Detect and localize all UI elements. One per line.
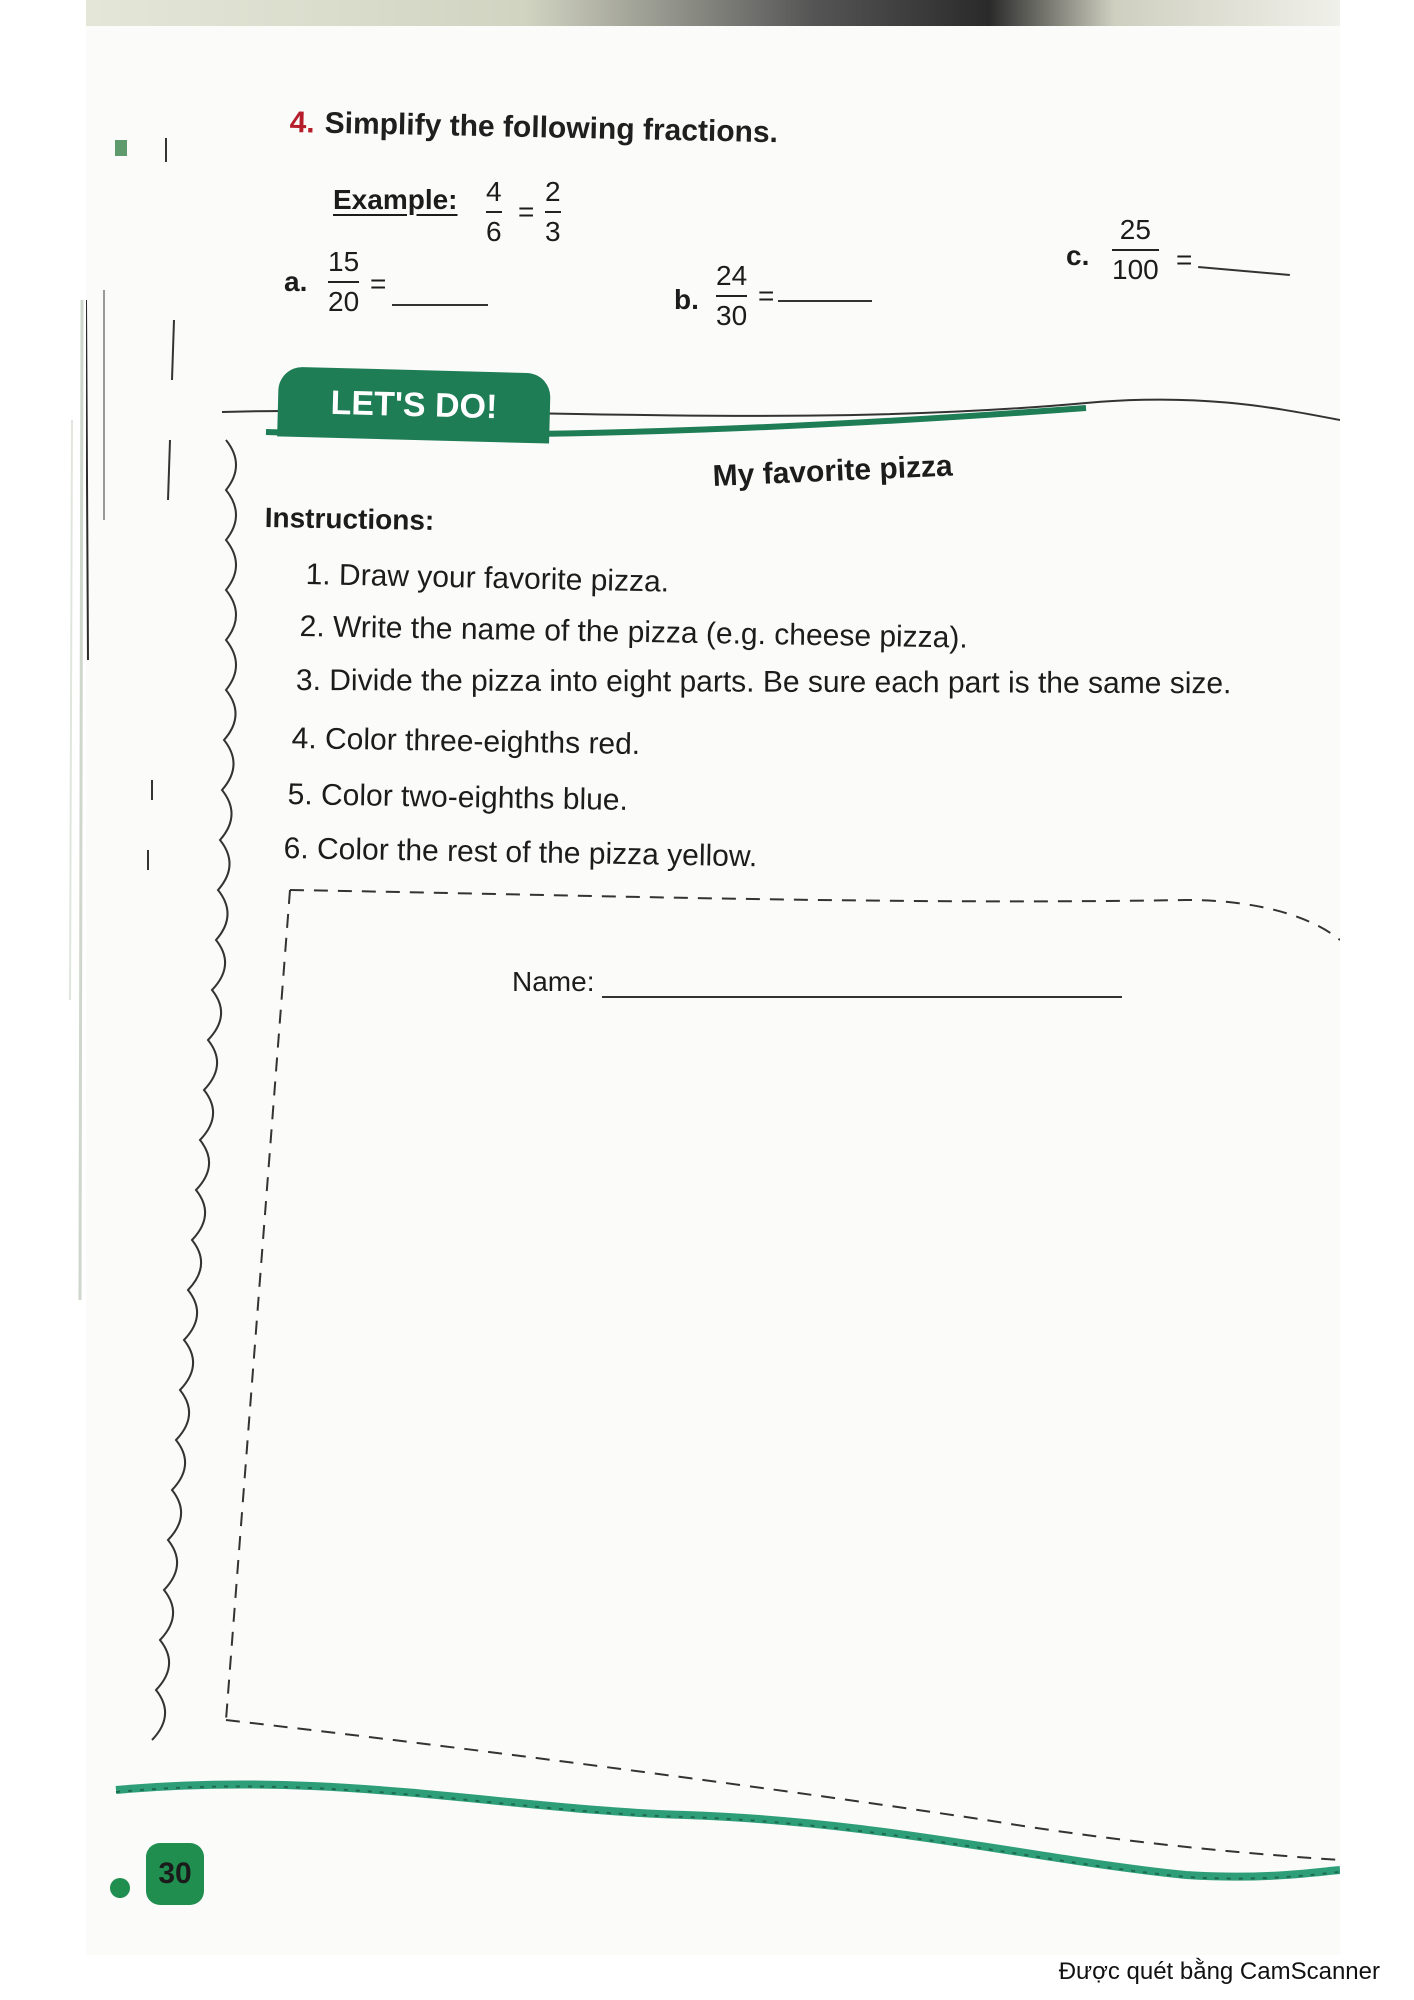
item-a-label: a. — [284, 266, 308, 297]
worksheet-page — [86, 0, 1340, 1955]
item-b-fraction — [716, 260, 747, 332]
item-c-equals: = — [1176, 244, 1193, 275]
name-label: Name: — [512, 966, 595, 997]
name-input-line[interactable] — [602, 996, 1122, 998]
numerator: 15 — [328, 246, 360, 277]
item-a-equals: = — [370, 268, 387, 299]
question-number: 4. — [289, 106, 316, 140]
scanner-watermark: Được quét bằng CamScanner — [1058, 1958, 1380, 1985]
page-number: 30 — [146, 1843, 204, 1905]
item-b-answer-blank[interactable] — [778, 300, 872, 302]
denominator: 3 — [545, 216, 561, 248]
denominator: 100 — [1112, 254, 1159, 286]
denominator: 20 — [328, 286, 360, 318]
activity-title: My favorite pizza — [712, 449, 954, 493]
item-a-fraction — [328, 246, 359, 318]
numerator: 24 — [716, 260, 748, 291]
denominator: 30 — [716, 300, 748, 332]
denominator: 6 — [486, 216, 502, 248]
numerator: 25 — [1119, 214, 1151, 245]
instruction-step: 5. Color two-eighths blue. — [287, 778, 629, 817]
fraction-bar — [1112, 249, 1159, 251]
example-fraction-right — [545, 176, 561, 248]
item-b-equals: = — [758, 280, 775, 311]
item-b-label: b. — [674, 284, 699, 315]
lets-do-tab: LET'S DO! — [277, 366, 551, 443]
instruction-step: 3. Divide the pizza into eight parts. Be sure each part is the same size. — [295, 664, 1232, 701]
item-a-answer-blank[interactable] — [392, 304, 488, 306]
fraction-bar — [545, 211, 561, 213]
instruction-step: 4. Color three-eighths red. — [291, 722, 641, 762]
page-decor — [86, 0, 1340, 1955]
example-label: Example: — [333, 184, 458, 215]
binding-edge — [0, 0, 86, 2000]
instruction-step: 6. Color the rest of the pizza yellow. — [283, 832, 758, 874]
instruction-step: 1. Draw your favorite pizza. — [305, 558, 670, 599]
fraction-bar — [716, 295, 747, 297]
question-text: Simplify the following fractions. — [324, 106, 779, 150]
example-fraction-left — [486, 176, 502, 248]
example-equals: = — [518, 196, 535, 227]
item-c-label: c. — [1066, 240, 1090, 271]
fraction-bar — [328, 281, 359, 283]
binding-edge-lines — [0, 0, 86, 2000]
instruction-step: 2. Write the name of the pizza (e.g. cheese pizza). — [299, 610, 969, 655]
numerator: 4 — [486, 176, 502, 207]
fraction-bar — [486, 211, 502, 213]
numerator: 2 — [545, 176, 561, 207]
page-dot — [110, 1878, 130, 1898]
instructions-label: Instructions: — [264, 502, 435, 536]
item-c-fraction — [1112, 214, 1159, 286]
